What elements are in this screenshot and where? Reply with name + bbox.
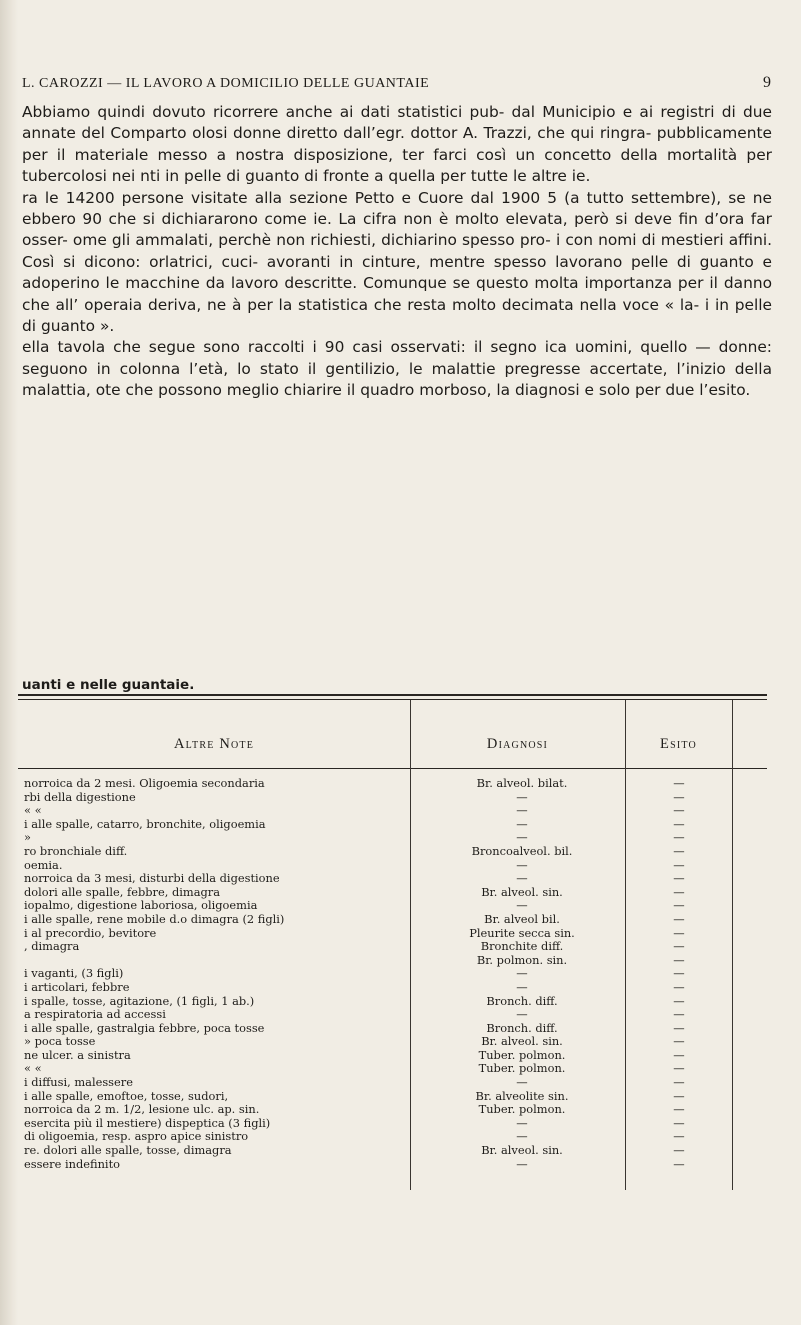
outcome-cell: — [673,979,685,994]
table-row [18,981,767,995]
note-cell: » [24,831,31,845]
table-row [18,872,767,886]
note-cell: ne ulcer. a sinistra [24,1048,131,1062]
paragraph: ra le 14200 persone visitate alla sezione Petto e Cuore dal 1900 5 (a tutto settembre), se ne ebbero 90 che si dichiararono come ie. La cifra non è molto elevata, però si deve fin d’ora far osser- ome gli ammalati, perchè non richiesti, dichiarino spesso pro- i con nomi di mestieri affini. Così si dicono: orlatrici, cuci- avoranti in cinture, mentre spesso lavorano pelle di guanto e adoperino le macchine da lavoro descritte. Comunque se questo molta importanza per il danno che all’ operaia deriva, ne à per la statistica che resta molto decimata nella voce « la- i in pelle di guanto ». [22,188,772,336]
running-title: L. CAROZZI — IL LAVORO A DOMICILIO DELLE GUANTAIE [22,76,430,91]
table-row [18,954,767,968]
page-number: 9 [763,74,771,91]
note-cell: i vaganti, (3 figli) [24,967,124,981]
outcome-cell: — [673,1020,685,1035]
table-row [18,1158,767,1172]
diagnosis-cell: — [516,1115,528,1130]
diagnosis-cell: Br. alveol. bilat. [476,776,568,790]
note-cell: norroica da 2 m. 1/2, lesione ulc. ap. sin. [24,1103,260,1117]
table-row [18,940,767,954]
note-cell: re. dolori alle spalle, tosse, dimagra [24,1144,232,1158]
diagnosis-cell: — [516,898,528,913]
outcome-cell: — [673,843,685,858]
table-row [18,1049,767,1063]
table-row [18,845,767,859]
diagnosis-cell: — [516,789,528,804]
table-row [18,831,767,845]
note-cell: i alle spalle, catarro, bronchite, oligoemia [24,817,266,831]
table-row [18,1090,767,1104]
note-cell: iopalmo, digestione laboriosa, oligoemia [24,899,258,913]
diagnosis-cell: Tuber. polmon. [478,1047,566,1062]
note-cell: dolori alle spalle, febbre, dimagra [24,885,221,899]
table-row [18,1117,767,1131]
outcome-cell: — [673,789,685,804]
outcome-cell: — [673,1061,685,1076]
table-row [18,1144,767,1158]
diagnosis-cell: — [516,1129,528,1144]
diagnosis-cell: Br. alveol. sin. [481,1034,563,1049]
diagnosis-cell: — [516,1007,528,1022]
table-row [18,1130,767,1144]
note-cell: i al precordio, bevitore [24,926,157,940]
outcome-cell: — [673,816,685,831]
header-outcome: Esito [660,736,697,752]
diagnosis-cell: — [516,1075,528,1090]
note-cell: i spalle, tosse, agitazione, (1 figli, 1 ab.) [24,994,255,1008]
diagnosis-cell: — [516,979,528,994]
note-cell: » poca tosse [24,1035,96,1049]
diagnosis-cell: Br. alveol bil. [484,911,560,926]
diagnosis-cell: Tuber. polmon. [478,1061,566,1076]
header-rule [18,768,767,769]
paragraph: Abbiamo quindi dovuto ricorrere anche ai dati statistici pub- dal Municipio e ai registri di due annate del Comparto olosi donne diretto dall’egr. dottor A. Trazzi, che qui ringra- pubblicamente per il materiale messo a nostra disposizione, ter farci così un concetto della mortalità per tubercolosi nei nti in pelle di guanto di fronte a quella per tutte le altre ie. [22,103,772,186]
outcome-cell: — [673,1047,685,1062]
table-row [18,1008,767,1022]
note-cell: ro bronchiale diff. [24,844,128,858]
diagnosis-cell: — [516,803,528,818]
diagnosis-cell: Bronchite diff. [480,939,564,954]
note-cell: norroica da 3 mesi, disturbi della digestione [24,872,280,886]
table-row [18,913,767,927]
outcome-cell: — [673,1115,685,1130]
outcome-cell: — [673,776,685,790]
table-row [18,1076,767,1090]
table-top-rule [18,699,767,700]
table-row [18,804,767,818]
diagnosis-cell: Pleurite secca sin. [469,925,575,940]
outcome-cell: — [673,1075,685,1090]
diagnosis-cell: Tuber. polmon. [478,1102,566,1117]
note-cell: rbi della digestione [24,790,136,804]
note-cell: i diffusi, malessere [24,1076,133,1090]
diagnosis-cell: Br. alveol. sin. [481,1143,563,1158]
note-cell: di oligoemia, resp. aspro apice sinistro [24,1130,249,1144]
note-cell: i alle spalle, emoftoe, tosse, sudori, [24,1089,229,1103]
diagnosis-cell: — [516,857,528,872]
outcome-cell: — [673,1034,685,1049]
outcome-cell: — [673,1156,685,1171]
outcome-cell: — [673,830,685,845]
diagnosis-cell: Br. alveol. sin. [481,884,563,899]
diagnosis-cell: — [516,966,528,981]
outcome-cell: — [673,1129,685,1144]
note-cell: a respiratoria ad accessi [24,1008,166,1022]
diagnosis-cell: Bronch. diff. [486,1020,558,1035]
header-notes: Altre Note [173,736,255,752]
paragraph: ella tavola che segue sono raccolti i 90 casi osservati: il segno ica uomini, quello — donne: seguono in colonna l’età, lo stato il gentilizio, le malattie pregresse accertate, l’inizio della malattia, ote che possono meglio chiarire il quadro morboso, la diagnosi e solo per due l’esito. [22,338,772,400]
outcome-cell: — [673,898,685,913]
diagnosis-cell: Br. polmon. sin. [476,952,568,967]
diagnosis-cell: — [516,871,528,886]
note-cell: norroica da 2 mesi. Oligoemia secondaria [24,777,265,790]
table-row [18,818,767,832]
table-row [18,1035,767,1049]
book-gutter [0,0,18,1325]
body-text [22,102,772,402]
outcome-cell: — [673,1143,685,1158]
outcome-cell: — [673,871,685,886]
outcome-cell: — [673,857,685,872]
table-row [18,995,767,1009]
table-body [18,777,767,1171]
outcome-cell: — [673,1007,685,1022]
note-cell: oemia. [24,858,63,872]
header-diagnosis: Diagnosi [486,736,549,752]
note-cell: « « [24,804,42,818]
table-row [18,1103,767,1117]
table-row [18,777,767,791]
table-row [18,1062,767,1076]
cases-table [18,694,767,1256]
outcome-cell: — [673,993,685,1008]
table-row [18,927,767,941]
diagnosis-cell: Br. alveolite sin. [475,1088,569,1103]
table-row [18,899,767,913]
note-cell: i articolari, febbre [24,980,130,994]
note-cell: i alle spalle, gastralgia febbre, poca tosse [24,1021,265,1035]
outcome-cell: — [673,803,685,818]
table-row [18,886,767,900]
note-cell: esercita più il mestiere) dispeptica (3 figli) [24,1116,271,1130]
table-row [18,1022,767,1036]
outcome-cell: — [673,911,685,926]
table-row [18,859,767,873]
diagnosis-cell: — [516,1156,528,1171]
note-cell: , dimagra [24,940,80,954]
note-cell: « « [24,1062,42,1076]
outcome-cell: — [673,884,685,899]
diagnosis-cell: Bronch. diff. [486,993,558,1008]
table-row [18,967,767,981]
outcome-cell: — [673,1088,685,1103]
outcome-cell: — [673,966,685,981]
diagnosis-cell: — [516,830,528,845]
diagnosis-cell: Broncoalveol. bil. [471,843,573,858]
table-row [18,791,767,805]
outcome-cell: — [673,925,685,940]
outcome-cell: — [673,952,685,967]
outcome-cell: — [673,1102,685,1117]
outcome-cell: — [673,939,685,954]
note-cell: essere indefinito [24,1157,121,1171]
diagnosis-cell: — [516,816,528,831]
table-caption: uanti e nelle guantaie. [22,677,195,693]
note-cell: i alle spalle, rene mobile d.o dimagra (2 figli) [24,912,285,926]
